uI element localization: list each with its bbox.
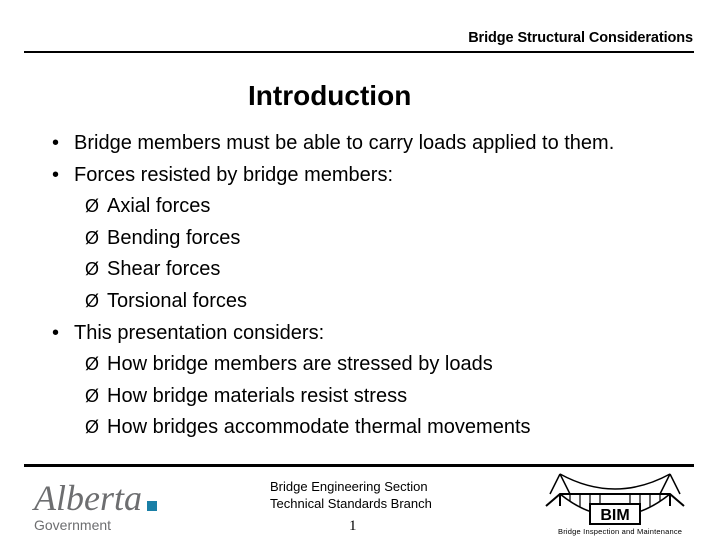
bullet-icon: • bbox=[52, 163, 60, 186]
sub-bullet-text: Axial forces bbox=[107, 195, 211, 218]
sub-bullet-item bbox=[85, 412, 531, 444]
sub-bullet-text: Shear forces bbox=[107, 258, 221, 281]
section-name: Bridge Engineering Section bbox=[270, 479, 428, 494]
footer-divider bbox=[24, 464, 694, 467]
bim-caption: Bridge Inspection and Maintenance bbox=[558, 527, 683, 536]
sub-bullet-item bbox=[85, 254, 220, 286]
bullet-text: Forces resisted by bridge members: bbox=[74, 163, 394, 186]
sub-bullet-text: How bridge members are stressed by loads bbox=[107, 353, 493, 376]
bullet-item bbox=[52, 318, 324, 350]
header-title: Bridge Structural Considerations bbox=[468, 30, 693, 46]
sub-bullet-text: Torsional forces bbox=[107, 290, 248, 312]
arrow-bullet-icon: Ø bbox=[85, 259, 100, 280]
sub-bullet-item bbox=[85, 286, 247, 318]
sub-bullet-item bbox=[85, 223, 240, 255]
footer-section bbox=[270, 478, 470, 512]
sub-bullet-item bbox=[85, 191, 210, 223]
alberta-government-logo bbox=[20, 474, 165, 536]
page-number: 1 bbox=[349, 518, 357, 534]
arrow-bullet-icon: Ø bbox=[85, 291, 100, 311]
bullet-icon: • bbox=[52, 132, 60, 154]
slide-title: Introduction bbox=[248, 80, 412, 111]
alberta-accent-square bbox=[147, 501, 157, 511]
arrow-bullet-icon: Ø bbox=[85, 196, 100, 217]
header-divider bbox=[24, 51, 694, 53]
arrow-bullet-icon: Ø bbox=[85, 227, 100, 248]
sub-bullet-text: Bending forces bbox=[107, 226, 241, 249]
bullet-icon: • bbox=[52, 321, 60, 344]
sub-bullet-text: How bridge materials resist stress bbox=[107, 384, 408, 407]
bullet-item bbox=[52, 160, 393, 192]
bullet-text: This presentation considers: bbox=[74, 321, 325, 344]
arrow-bullet-icon: Ø bbox=[85, 385, 100, 406]
arrow-bullet-icon: Ø bbox=[85, 417, 100, 438]
alberta-government-label: Government bbox=[34, 517, 112, 533]
alberta-wordmark: Alberta bbox=[34, 478, 142, 518]
sub-bullet-text: How bridges accommodate thermal movements bbox=[107, 416, 531, 439]
sub-bullet-item bbox=[85, 349, 493, 381]
bullet-text: Bridge members must be able to carry loads applied to them. bbox=[74, 132, 615, 154]
bullet-item bbox=[52, 128, 614, 160]
bim-label: BIM bbox=[600, 507, 630, 524]
sub-bullet-item bbox=[85, 381, 407, 413]
arrow-bullet-icon: Ø bbox=[85, 354, 100, 375]
branch-name: Technical Standards Branch bbox=[270, 496, 432, 511]
